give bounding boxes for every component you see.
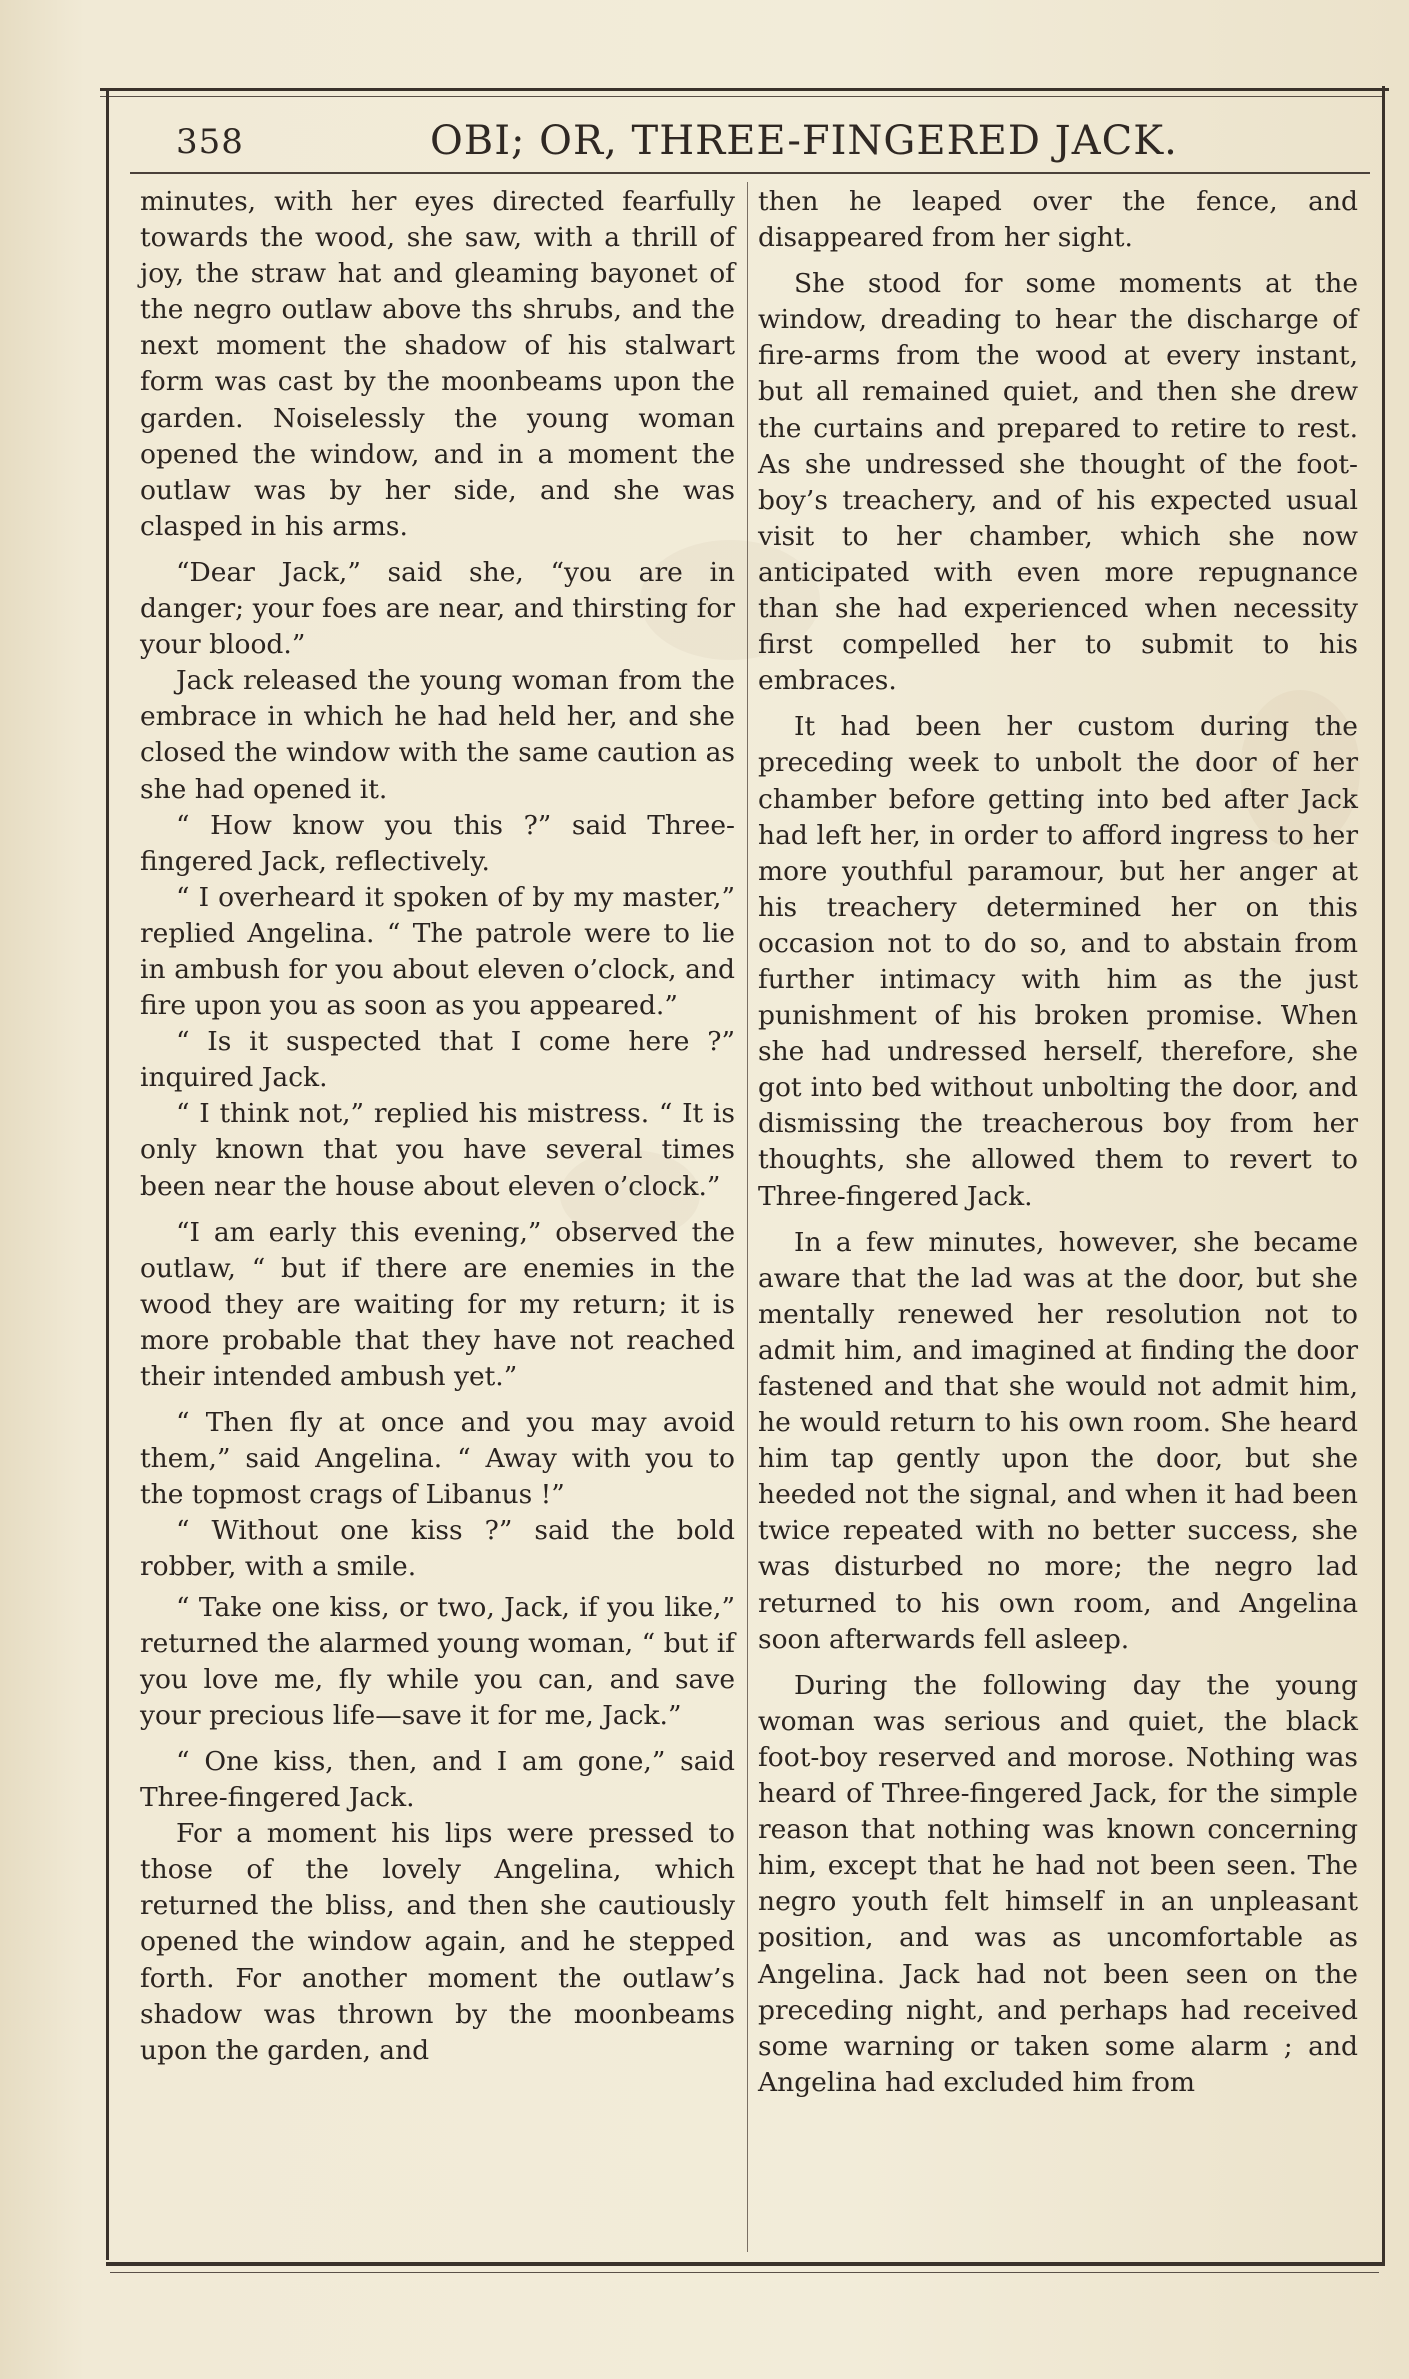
paragraph: For a moment his lips were pressed to those of the lovely Angelina, which returned the bliss, and then she cautiously opened the window again, and he stepped forth. For another moment the outlaw’s shadow was thrown by the moonbeams upon the garden, and [140, 1818, 735, 2066]
paragraph: During the following day the young woman was serious and quiet, the black foot-boy reserved and morose. Nothing was heard of Three-fingered Jack, for the simple reason that nothing was known concerning him, except that he had not been seen. The negro youth felt himself in an unpleasant position, and was as uncomfortable as Angelina. Jack had not been seen on the preceding night, and perhaps had received some warning or taken some alarm ; and Angelina had excluded him from [758, 1669, 1358, 2098]
paragraph: “ One kiss, then, and I am gone,” said Three-fingered Jack. [140, 1745, 735, 1814]
paragraph: In a few minutes, however, she became aware that the lad was at the door, but she mentally renewed her resolution not to admit him, and imagined at finding the door fastened and that she would not admit him, he would return to his own room. She heard him tap gently upon the door, but she heeded not the signal, and when it had been twice repeated with no better success, she was disturbed no more; the negro lad returned to his own room, and Angelina soon afterwards fell asleep. [758, 1226, 1358, 1655]
column-divider [747, 182, 748, 2252]
frame-left-rule [106, 90, 109, 2260]
header-rule [130, 172, 1370, 174]
paragraph: “ I overheard it spoken of by my master,” replied Angelina. “ The patrole were to lie in ambush for you about eleven o’clock, and fire upon you as soon as you appeared.” [140, 881, 735, 1022]
page-header [120, 118, 1370, 164]
page-number: 358 [176, 122, 244, 162]
frame-top-thin-rule [100, 96, 1383, 97]
paragraph: “I am early this evening,” observed the outlaw, “ but if there are enemies in the wood they are waiting for my return; it is more probable that they have not reached their intended ambush yet.” [140, 1216, 735, 1392]
frame-bottom-rule [106, 2262, 1385, 2266]
paragraph: “ Is it suspected that I come here ?” inquired Jack. [140, 1026, 735, 1094]
frame-right-rule [1382, 86, 1385, 2266]
paragraph: then he leaped over the fence, and disappeared from her sight. [758, 186, 1358, 254]
paragraph: It had been her custom during the preceding week to unbolt the door of her chamber before getting into bed after Jack had left her, in order to afford ingress to her more youthful paramour, but her anger at his treachery determined her on this occasion not to do so, and to abstain from further intimacy with him as the just punishment of his broken promise. When she had undressed herself, therefore, she got into bed without unbolting the door, and dismissing the treacherous boy from her thoughts, she allowed them to revert to Three-fingered Jack. [758, 711, 1358, 1212]
frame-top-rule [100, 88, 1389, 91]
paragraph: She stood for some moments at the window, dreading to hear the discharge of fire-arms from the wood at every instant, but all remained quiet, and then she drew the curtains and prepared to retire to rest. As she undressed she thought of the foot-boy’s treachery, and of his expected usual visit to her chamber, which she now anticipated with even more repugnance than she had experienced when necessity first compelled her to submit to his embraces. [758, 268, 1358, 697]
paragraph: “ Then fly at once and you may avoid them,” said Angelina. “ Away with you to the topmost crags of Libanus !” [140, 1407, 735, 1511]
paragraph: “ How know you this ?” said Three-fingered Jack, reflectively. [140, 809, 735, 877]
paragraph: “ I think not,” replied his mistress. “ It is only known that you have several times been near the house about eleven o’clock.” [140, 1098, 735, 1202]
paragraph: minutes, with her eyes directed fearfully towards the wood, she saw, with a thrill of joy, the straw hat and gleaming bayonet of the negro outlaw above ths shrubs, and the next moment the shadow of his stalwart form was cast by the moonbeams upon the garden. Noiselessly the young woman opened the window, and in a moment the outlaw was by her side, and she was clasped in his arms. [140, 186, 735, 542]
paragraph: “ Take one kiss, or two, Jack, if you like,” returned the alarmed young woman, “ but if you love me, fly while you can, and save your precious life—save it for me, Jack.” [140, 1591, 735, 1731]
paragraph: Jack released the young woman from the embrace in which he had held her, and she closed the window with the same caution as she had opened it. [140, 665, 735, 805]
paragraph: “Dear Jack,” said she, “you are in danger; your foes are near, and thirsting for your blood.” [140, 556, 735, 661]
left-column [140, 184, 735, 2069]
paragraph: “ Without one kiss ?” said the bold robber, with a smile. [140, 1515, 735, 1583]
running-title: OBI; OR, THREE-FINGERED JACK. [430, 118, 1178, 164]
frame-bottom-thin-rule [110, 2272, 1379, 2273]
right-column [758, 184, 1358, 2101]
